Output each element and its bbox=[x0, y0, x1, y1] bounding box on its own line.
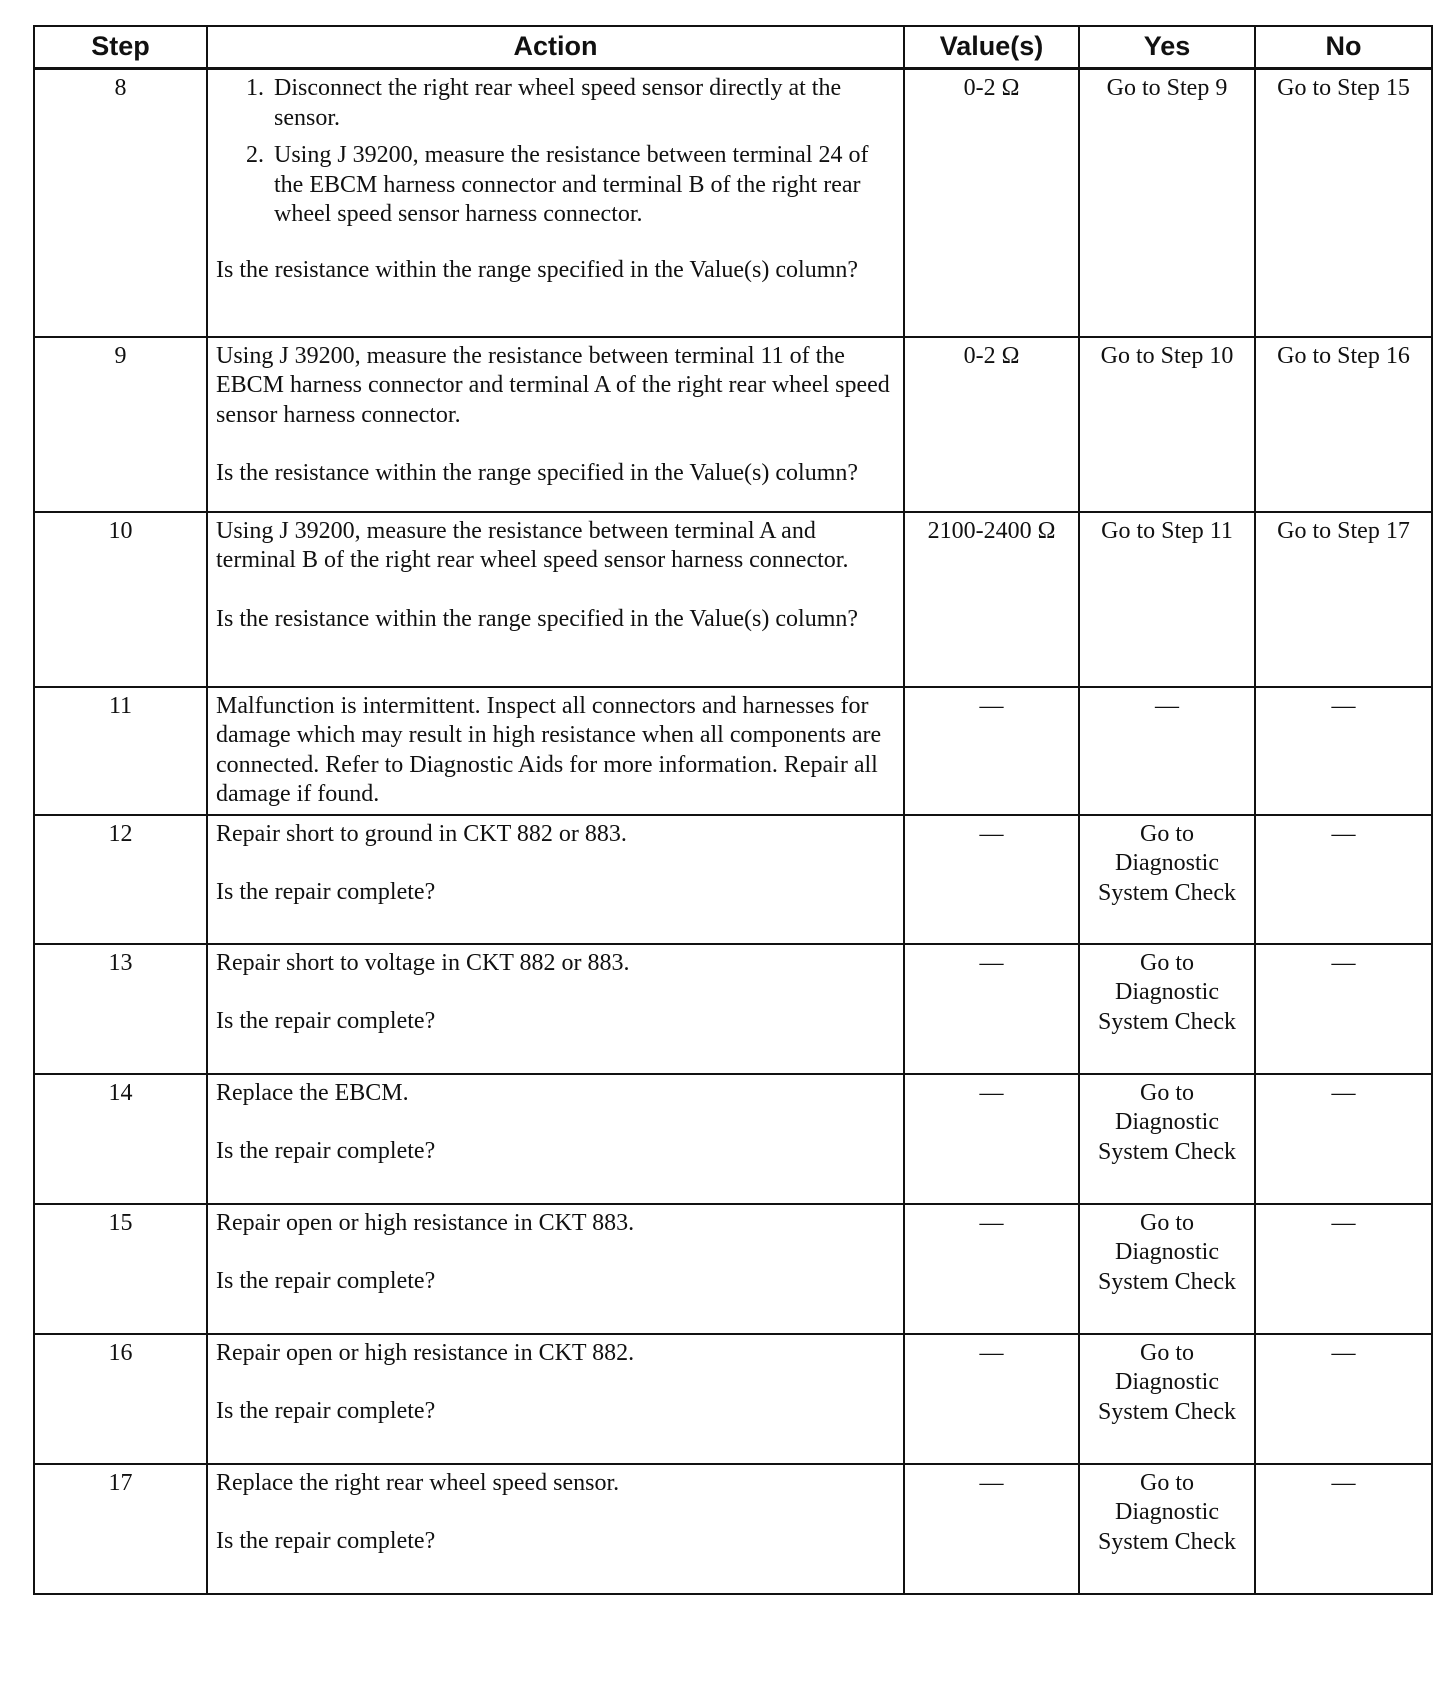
header-values: Value(s) bbox=[904, 26, 1079, 69]
yes-cell: Go to Diagnostic System Check bbox=[1079, 1464, 1255, 1594]
substep: 2. Using J 39200, measure the resistance between terminal 24 of the EBCM harness connector and terminal B of the right rear wheel speed sensor harness connector. bbox=[270, 141, 895, 230]
substep: 1. Disconnect the right rear wheel speed sensor directly at the sensor. bbox=[270, 74, 895, 133]
step-number: 17 bbox=[34, 1464, 207, 1594]
action-text: Repair open or high resistance in CKT 883. bbox=[216, 1209, 635, 1236]
table-row bbox=[34, 1334, 1432, 1464]
action-cell bbox=[207, 944, 904, 1074]
header-yes: Yes bbox=[1079, 26, 1255, 69]
action-question: Is the resistance within the range specified in the Value(s) column? bbox=[216, 605, 859, 632]
action-question: Is the repair complete? bbox=[216, 1008, 436, 1034]
value-cell: 0-2 Ω bbox=[904, 69, 1079, 337]
action-question: Is the repair complete? bbox=[216, 1528, 436, 1554]
action-question: Is the resistance within the range specified in the Value(s) column? bbox=[216, 460, 859, 486]
header-row bbox=[34, 26, 1432, 69]
table-row bbox=[34, 944, 1432, 1074]
step-number: 14 bbox=[34, 1074, 207, 1204]
value-cell: — bbox=[904, 815, 1079, 944]
table-header bbox=[34, 26, 1432, 69]
step-number: 9 bbox=[34, 337, 207, 512]
no-cell: — bbox=[1255, 1464, 1432, 1594]
table-row bbox=[34, 1204, 1432, 1334]
action-question: Is the repair complete? bbox=[216, 1138, 436, 1164]
table-row bbox=[34, 337, 1432, 512]
value-cell: 2100-2400 Ω bbox=[904, 512, 1079, 687]
table-row bbox=[34, 512, 1432, 687]
action-cell bbox=[207, 69, 904, 337]
yes-cell: Go to Diagnostic System Check bbox=[1079, 944, 1255, 1074]
step-number: 8 bbox=[34, 69, 207, 337]
no-cell: — bbox=[1255, 1334, 1432, 1464]
yes-cell: Go to Diagnostic System Check bbox=[1079, 815, 1255, 944]
action-text: Repair open or high resistance in CKT 882. bbox=[216, 1339, 635, 1366]
substep-list bbox=[216, 74, 895, 230]
header-no: No bbox=[1255, 26, 1432, 69]
action-question: Is the repair complete? bbox=[216, 1268, 436, 1294]
action-question: Is the resistance within the range specified in the Value(s) column? bbox=[216, 256, 859, 283]
value-cell: — bbox=[904, 687, 1079, 815]
action-question: Is the repair complete? bbox=[216, 879, 436, 905]
value-cell: — bbox=[904, 1074, 1079, 1204]
table-body bbox=[34, 69, 1432, 1594]
step-number: 11 bbox=[34, 687, 207, 815]
diagnostic-table bbox=[33, 25, 1433, 1595]
no-cell: Go to Step 17 bbox=[1255, 512, 1432, 687]
step-number: 13 bbox=[34, 944, 207, 1074]
action-cell bbox=[207, 815, 904, 944]
table-row bbox=[34, 1074, 1432, 1204]
action-cell bbox=[207, 337, 904, 512]
action-cell bbox=[207, 1334, 904, 1464]
action-text: Malfunction is intermittent. Inspect all connectors and harnesses for damage which may result in high resistance when all components are connected. Refer to Diagnostic Aids for more information. Repair all damage if found. bbox=[216, 692, 882, 807]
action-text: Using J 39200, measure the resistance between terminal A and terminal B of the right rear wheel speed sensor harness connector. bbox=[216, 517, 849, 573]
no-cell: — bbox=[1255, 815, 1432, 944]
no-cell: — bbox=[1255, 944, 1432, 1074]
value-cell: — bbox=[904, 1204, 1079, 1334]
action-text: Repair short to ground in CKT 882 or 883. bbox=[216, 820, 627, 847]
no-cell: Go to Step 15 bbox=[1255, 69, 1432, 337]
action-cell bbox=[207, 1074, 904, 1204]
step-number: 10 bbox=[34, 512, 207, 687]
no-cell: — bbox=[1255, 687, 1432, 815]
step-number: 16 bbox=[34, 1334, 207, 1464]
step-number: 12 bbox=[34, 815, 207, 944]
table-row bbox=[34, 1464, 1432, 1594]
no-cell: — bbox=[1255, 1074, 1432, 1204]
action-question: Is the repair complete? bbox=[216, 1398, 436, 1424]
step-number: 15 bbox=[34, 1204, 207, 1334]
action-cell bbox=[207, 687, 904, 815]
no-cell: — bbox=[1255, 1204, 1432, 1334]
no-cell: Go to Step 16 bbox=[1255, 337, 1432, 512]
action-text: Using J 39200, measure the resistance between terminal 11 of the EBCM harness connector and terminal A of the right rear wheel speed sensor harness connector. bbox=[216, 342, 890, 428]
table-row bbox=[34, 687, 1432, 815]
action-cell bbox=[207, 512, 904, 687]
yes-cell: Go to Step 10 bbox=[1079, 337, 1255, 512]
action-text: Replace the right rear wheel speed sensor. bbox=[216, 1469, 620, 1496]
value-cell: — bbox=[904, 1334, 1079, 1464]
header-action: Action bbox=[207, 26, 904, 69]
header-step: Step bbox=[34, 26, 207, 69]
action-text: Replace the EBCM. bbox=[216, 1079, 409, 1106]
yes-cell: Go to Diagnostic System Check bbox=[1079, 1334, 1255, 1464]
value-cell: 0-2 Ω bbox=[904, 337, 1079, 512]
yes-cell: Go to Step 11 bbox=[1079, 512, 1255, 687]
yes-cell: Go to Step 9 bbox=[1079, 69, 1255, 337]
value-cell: — bbox=[904, 1464, 1079, 1594]
action-cell bbox=[207, 1204, 904, 1334]
yes-cell: Go to Diagnostic System Check bbox=[1079, 1074, 1255, 1204]
table-row bbox=[34, 815, 1432, 944]
yes-cell: Go to Diagnostic System Check bbox=[1079, 1204, 1255, 1334]
action-cell bbox=[207, 1464, 904, 1594]
value-cell: — bbox=[904, 944, 1079, 1074]
action-text: Repair short to voltage in CKT 882 or 883. bbox=[216, 949, 630, 976]
table-row bbox=[34, 69, 1432, 337]
diagnostic-page bbox=[33, 25, 1431, 1595]
yes-cell: — bbox=[1079, 687, 1255, 815]
